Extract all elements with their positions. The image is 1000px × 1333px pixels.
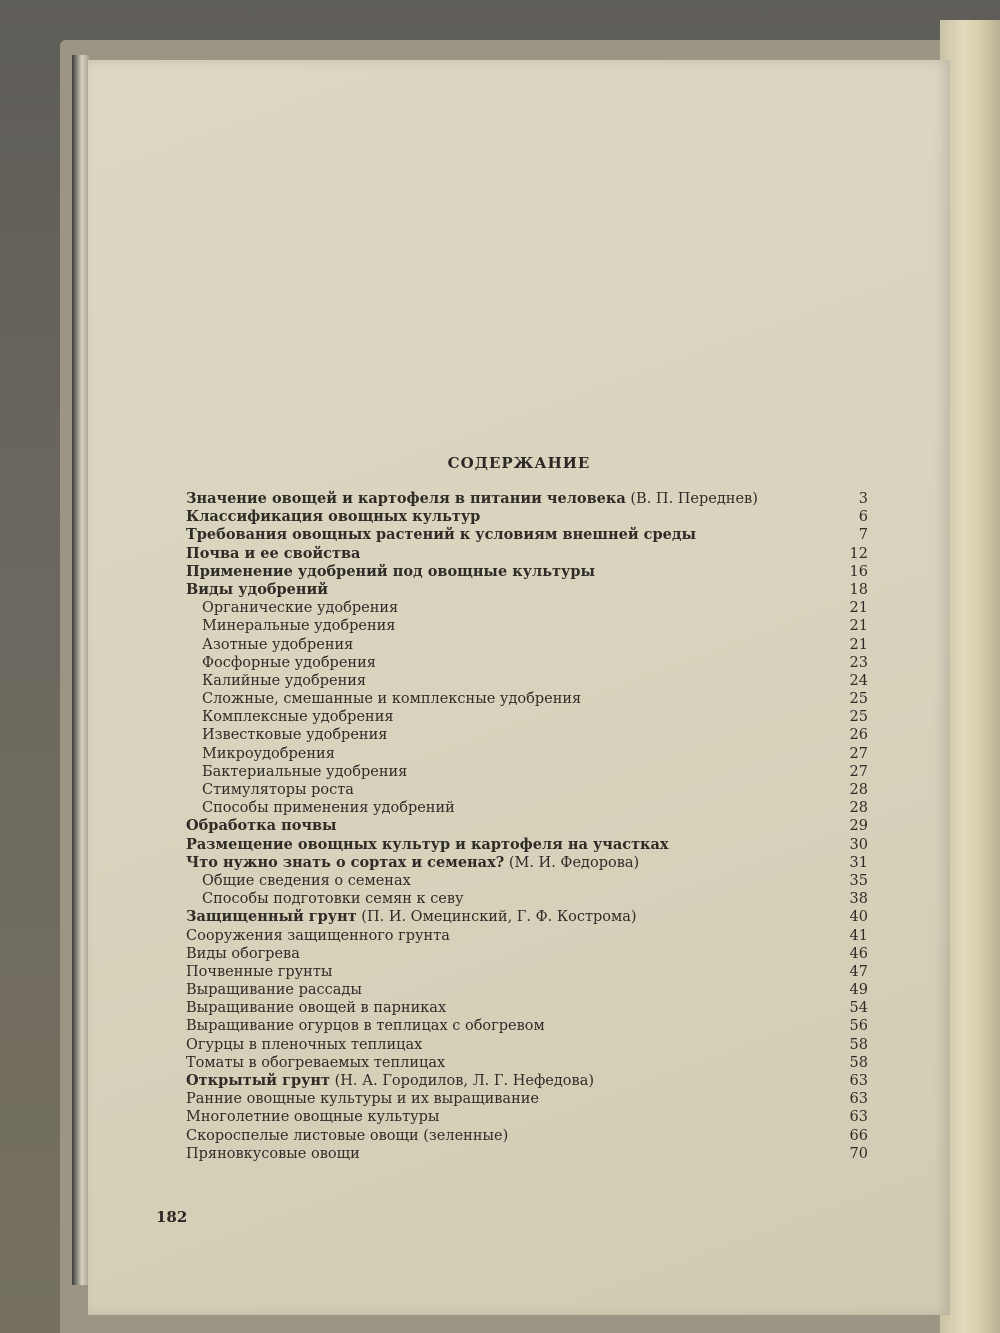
- toc-row: [88, 708, 950, 726]
- toc-entry: [202, 799, 455, 817]
- toc-entry: [186, 1145, 360, 1163]
- toc-row: [88, 599, 950, 617]
- toc-entry: [186, 581, 328, 599]
- toc-page-number: 12: [849, 545, 868, 562]
- toc-page-number: 41: [849, 927, 868, 944]
- toc-row: [88, 1072, 950, 1090]
- toc-page-number: 24: [849, 672, 868, 689]
- toc-entry-text: Калийные удобрения: [202, 672, 367, 689]
- toc-page-number: 25: [849, 709, 868, 726]
- toc-entry: [186, 854, 639, 872]
- toc-entry: [186, 945, 300, 963]
- toc-row: [88, 1127, 950, 1145]
- toc-page-number: 23: [849, 654, 868, 671]
- toc-entry-text: Сооружения защищенного грунта: [186, 927, 450, 944]
- toc-page-number: 63: [849, 1091, 868, 1108]
- toc-entry-bold: Значение овощей и картофеля в питании человека: [186, 490, 626, 507]
- toc-row: [88, 581, 950, 599]
- toc-row: [88, 1054, 950, 1072]
- toc-entry-text: Томаты в обогреваемых теплицах: [186, 1054, 446, 1071]
- toc-entry: [186, 1127, 508, 1145]
- toc-row: [88, 1145, 950, 1163]
- toc-entry: [202, 708, 394, 726]
- toc-entry-text: Почвенные грунты: [186, 963, 333, 980]
- toc-entry: [186, 508, 480, 526]
- toc-row: [88, 526, 950, 544]
- toc-entry-bold: Классификация овощных культур: [186, 508, 481, 526]
- toc-row: [88, 872, 950, 890]
- toc-page-number: 31: [849, 854, 868, 871]
- toc-entry: [186, 817, 337, 835]
- toc-entry-text: Многолетние овощные культуры: [186, 1109, 440, 1126]
- toc-entry-text: Выращивание овощей в парниках: [186, 1000, 447, 1017]
- toc-entry-text: Стимуляторы роста: [202, 782, 354, 798]
- toc-entry: [186, 1090, 539, 1108]
- toc-entry: [202, 617, 395, 635]
- toc-row: [88, 508, 950, 526]
- toc-entry-text: Азотные удобрения: [202, 636, 354, 653]
- toc-entry-text: Известковые удобрения: [202, 727, 388, 744]
- toc-entry-text: Общие сведения о семенах: [202, 872, 411, 889]
- toc-entry: [186, 836, 669, 854]
- toc-row: [88, 545, 950, 563]
- toc-entry-bold: Защищенный грунт: [186, 908, 357, 926]
- toc-entry: [202, 745, 335, 763]
- toc-page-number: 40: [849, 909, 868, 926]
- toc-entry: [186, 1054, 445, 1072]
- toc-page-number: 16: [849, 563, 868, 580]
- toc-entry-text: Скороспелые листовые овощи (зеленные): [186, 1127, 509, 1144]
- toc-entry-text: (П. И. Омецинский, Г. Ф. Кострома): [356, 909, 637, 926]
- toc-list: [88, 490, 950, 1163]
- toc-entry: [202, 781, 354, 799]
- toc-entry: [186, 563, 595, 581]
- toc-entry-text: (Н. А. Городилов, Л. Г. Нефедова): [330, 1073, 595, 1089]
- toc-row: [88, 1090, 950, 1108]
- toc-page-number: 3: [858, 491, 868, 507]
- toc-page-number: 49: [849, 982, 868, 999]
- toc-row: [88, 817, 950, 835]
- toc-page-number: 58: [849, 1054, 868, 1071]
- toc-entry-text: Фосфорные удобрения: [202, 654, 376, 671]
- toc-entry: [186, 1108, 439, 1126]
- toc-entry-text: Органические удобрения: [202, 600, 399, 617]
- toc-row: [88, 617, 950, 635]
- toc-entry-text: Микроудобрения: [202, 745, 335, 762]
- toc-entry-text: Минеральные удобрения: [202, 618, 396, 635]
- toc-page-number: 21: [849, 600, 868, 617]
- toc-entry: [202, 636, 353, 654]
- toc-row: [88, 636, 950, 654]
- toc-page-number: 47: [849, 963, 868, 980]
- toc-page-number: 30: [849, 836, 868, 853]
- toc-entry: [202, 726, 387, 744]
- toc-entry: [202, 872, 411, 890]
- toc-row: [88, 927, 950, 945]
- toc-entry-text: Способы применения удобрений: [202, 800, 455, 817]
- toc-entry-text: (В. П. Переднев): [625, 491, 758, 507]
- toc-page-number: 27: [849, 745, 868, 762]
- toc-entry: [202, 599, 398, 617]
- toc-row: [88, 1017, 950, 1035]
- toc-entry: [186, 963, 332, 981]
- toc-entry-text: Способы подготовки семян к севу: [202, 891, 464, 908]
- toc-entry: [186, 981, 362, 999]
- toc-row: [88, 890, 950, 908]
- toc-entry-bold: Виды удобрений: [186, 580, 329, 598]
- toc-entry-bold: Открытый грунт: [186, 1072, 330, 1089]
- toc-entry-text: Выращивание рассады: [186, 982, 362, 999]
- toc-entry: [202, 672, 366, 690]
- toc-page-number: 21: [849, 618, 868, 635]
- toc-row: [88, 836, 950, 854]
- toc-page-number: 38: [849, 891, 868, 908]
- toc-row: [88, 1036, 950, 1054]
- toc-row: [88, 745, 950, 763]
- toc-entry: [186, 545, 360, 563]
- toc-page-number: 29: [849, 818, 868, 835]
- toc-page-number: 25: [849, 691, 868, 708]
- toc-entry: [202, 690, 581, 708]
- toc-row: [88, 763, 950, 781]
- toc-row: [88, 672, 950, 690]
- toc-page-number: 70: [849, 1145, 868, 1162]
- toc-entry-text: Пряновкусовые овощи: [186, 1145, 360, 1162]
- toc-entry-bold: Обработка почвы: [186, 817, 337, 835]
- toc-entry: [202, 763, 407, 781]
- toc-page-number: 18: [849, 581, 868, 598]
- toc-entry-text: Бактериальные удобрения: [202, 763, 408, 780]
- toc-entry: [186, 526, 696, 544]
- book-page: [88, 60, 950, 1315]
- toc-row: [88, 854, 950, 872]
- toc-entry-text: Виды обогрева: [186, 945, 300, 962]
- toc-row: [88, 963, 950, 981]
- toc-entry: [186, 490, 758, 508]
- toc-page-number: 35: [849, 872, 868, 889]
- toc-entry-text: Огурцы в пленочных теплицах: [186, 1036, 423, 1053]
- toc-row: [88, 726, 950, 744]
- toc-entry-text: Выращивание огурцов в теплицах с обогревом: [186, 1018, 545, 1035]
- toc-entry-text: (М. И. Федорова): [504, 854, 640, 871]
- toc-page-number: 54: [849, 1000, 868, 1017]
- toc-page-number: 56: [849, 1018, 868, 1035]
- toc-entry: [186, 927, 450, 945]
- toc-row: [88, 999, 950, 1017]
- toc-page-number: 21: [849, 636, 868, 653]
- toc-entry: [186, 1017, 545, 1035]
- toc-entry-bold: Что нужно знать о сортах и семенах?: [186, 853, 505, 871]
- toc-entry: [186, 1072, 594, 1090]
- toc-page-number: 46: [849, 945, 868, 962]
- toc-title: СОДЕРЖАНИЕ: [447, 454, 591, 472]
- toc-entry: [202, 654, 376, 672]
- toc-entry-bold: Размещение овощных культур и картофеля на участках: [186, 835, 669, 853]
- toc-entry-text: Комплексные удобрения: [202, 709, 394, 726]
- toc-page-number: 66: [849, 1127, 868, 1144]
- toc-page-number: 63: [849, 1109, 868, 1126]
- toc-row: [88, 799, 950, 817]
- toc-page-number: 6: [858, 509, 868, 526]
- toc-row: [88, 490, 950, 508]
- toc-entry-bold: Почва и ее свойства: [186, 544, 361, 562]
- toc-entry: [186, 1036, 422, 1054]
- page-number: 182: [156, 1208, 188, 1226]
- toc-page-number: 26: [849, 727, 868, 744]
- toc-row: [88, 1108, 950, 1126]
- toc-row: [88, 654, 950, 672]
- toc-entry: [186, 908, 637, 926]
- toc-entry: [202, 890, 464, 908]
- toc-page-number: 58: [849, 1036, 868, 1053]
- toc-row: [88, 908, 950, 926]
- toc-page-number: 63: [849, 1073, 868, 1089]
- toc-page-number: 28: [849, 782, 868, 798]
- toc-row: [88, 781, 950, 799]
- toc-entry-text: Ранние овощные культуры и их выращивание: [186, 1091, 539, 1108]
- toc-page-number: 27: [849, 763, 868, 780]
- toc-entry-bold: Применение удобрений под овощные культуры: [186, 562, 595, 580]
- toc-row: [88, 563, 950, 581]
- toc-page-number: 7: [858, 527, 868, 544]
- toc-row: [88, 945, 950, 963]
- toc-row: [88, 981, 950, 999]
- toc-entry-bold: Требования овощных растений к условиям внешней среды: [186, 526, 697, 544]
- toc-row: [88, 690, 950, 708]
- toc-page-number: 28: [849, 800, 868, 817]
- toc-entry-text: Сложные, смешанные и комплексные удобрения: [202, 691, 582, 708]
- toc-entry: [186, 999, 446, 1017]
